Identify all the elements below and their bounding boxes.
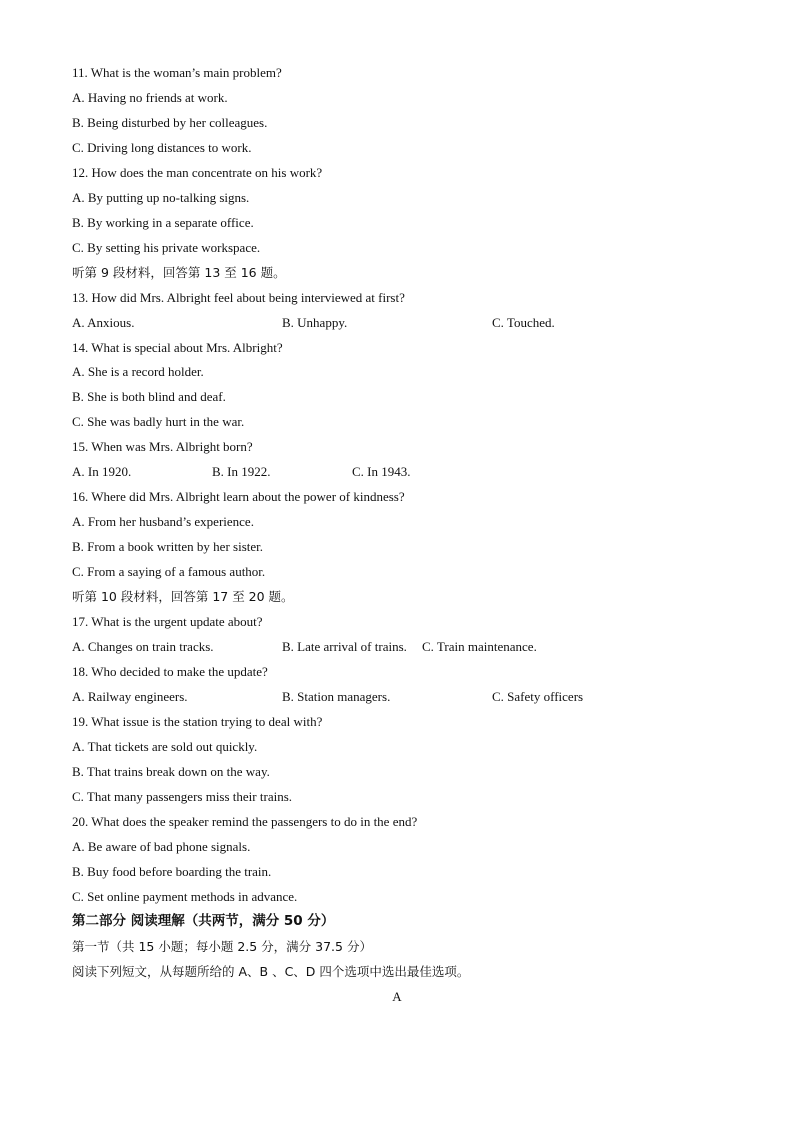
question-13: 13. How did Mrs. Albright feel about being interviewed at first? <box>72 290 405 305</box>
q20-option-a: A. Be aware of bad phone signals. <box>72 839 251 854</box>
question-18: 18. Who decided to make the update? <box>72 664 268 679</box>
q17-option-b: B. Late arrival of trains. <box>282 639 407 654</box>
q17-option-a: A. Changes on train tracks. <box>72 639 214 654</box>
q11-option-b: B. Being disturbed by her colleagues. <box>72 115 268 130</box>
q20-option-b: B. Buy food before boarding the train. <box>72 864 272 879</box>
q16-option-c: C. From a saying of a famous author. <box>72 564 266 579</box>
q14-option-a: A. She is a record holder. <box>72 364 204 379</box>
q20-option-c: C. Set online payment methods in advance. <box>72 889 298 904</box>
q15-option-a: A. In 1920. <box>72 464 132 479</box>
question-12: 12. How does the man concentrate on his work? <box>72 165 323 180</box>
q18-option-c: C. Safety officers <box>492 689 584 704</box>
q18-option-b: B. Station managers. <box>282 689 391 704</box>
q18-option-a: A. Railway engineers. <box>72 689 188 704</box>
q12-option-a: A. By putting up no-talking signs. <box>72 190 250 205</box>
question-16: 16. Where did Mrs. Albright learn about the power of kindness? <box>72 489 405 504</box>
q19-option-c: C. That many passengers miss their trains. <box>72 789 293 804</box>
question-17: 17. What is the urgent update about? <box>72 614 263 629</box>
part-2-heading: 第二部分 阅读理解（共两节，满分 50 分） <box>72 913 335 929</box>
section-9-instruction: 听第 9 段材料，回答第 13 至 16 题。 <box>72 265 286 280</box>
q13-option-a: A. Anxious. <box>72 315 135 330</box>
section-10-instruction: 听第 10 段材料，回答第 17 至 20 题。 <box>72 589 294 604</box>
question-19: 19. What issue is the station trying to deal with? <box>72 714 323 729</box>
passage-label: A <box>392 989 402 1004</box>
question-14: 14. What is special about Mrs. Albright? <box>72 340 283 355</box>
q13-option-b: B. Unhappy. <box>282 315 348 330</box>
part-2-instruction: 阅读下列短文，从每题所给的 A、B 、C、D 四个选项中选出最佳选项。 <box>72 964 470 979</box>
q11-option-a: A. Having no friends at work. <box>72 90 228 105</box>
q14-option-b: B. She is both blind and deaf. <box>72 389 226 404</box>
q16-option-a: A. From her husband’s experience. <box>72 514 254 529</box>
q17-option-c: C. Train maintenance. <box>422 639 537 654</box>
q19-option-a: A. That tickets are sold out quickly. <box>72 739 258 754</box>
q19-option-b: B. That trains break down on the way. <box>72 764 270 779</box>
part-2-section-1: 第一节（共 15 小题；每小题 2.5 分，满分 37.5 分） <box>72 939 372 954</box>
q11-option-c: C. Driving long distances to work. <box>72 140 252 155</box>
question-11: 11. What is the woman’s main problem? <box>72 65 282 80</box>
q12-option-c: C. By setting his private workspace. <box>72 240 261 255</box>
q15-option-c: C. In 1943. <box>352 464 411 479</box>
q14-option-c: C. She was badly hurt in the war. <box>72 414 245 429</box>
question-20: 20. What does the speaker remind the passengers to do in the end? <box>72 814 418 829</box>
q13-option-c: C. Touched. <box>492 315 555 330</box>
q16-option-b: B. From a book written by her sister. <box>72 539 264 554</box>
q12-option-b: B. By working in a separate office. <box>72 215 254 230</box>
question-15: 15. When was Mrs. Albright born? <box>72 439 253 454</box>
q15-option-b: B. In 1922. <box>212 464 271 479</box>
